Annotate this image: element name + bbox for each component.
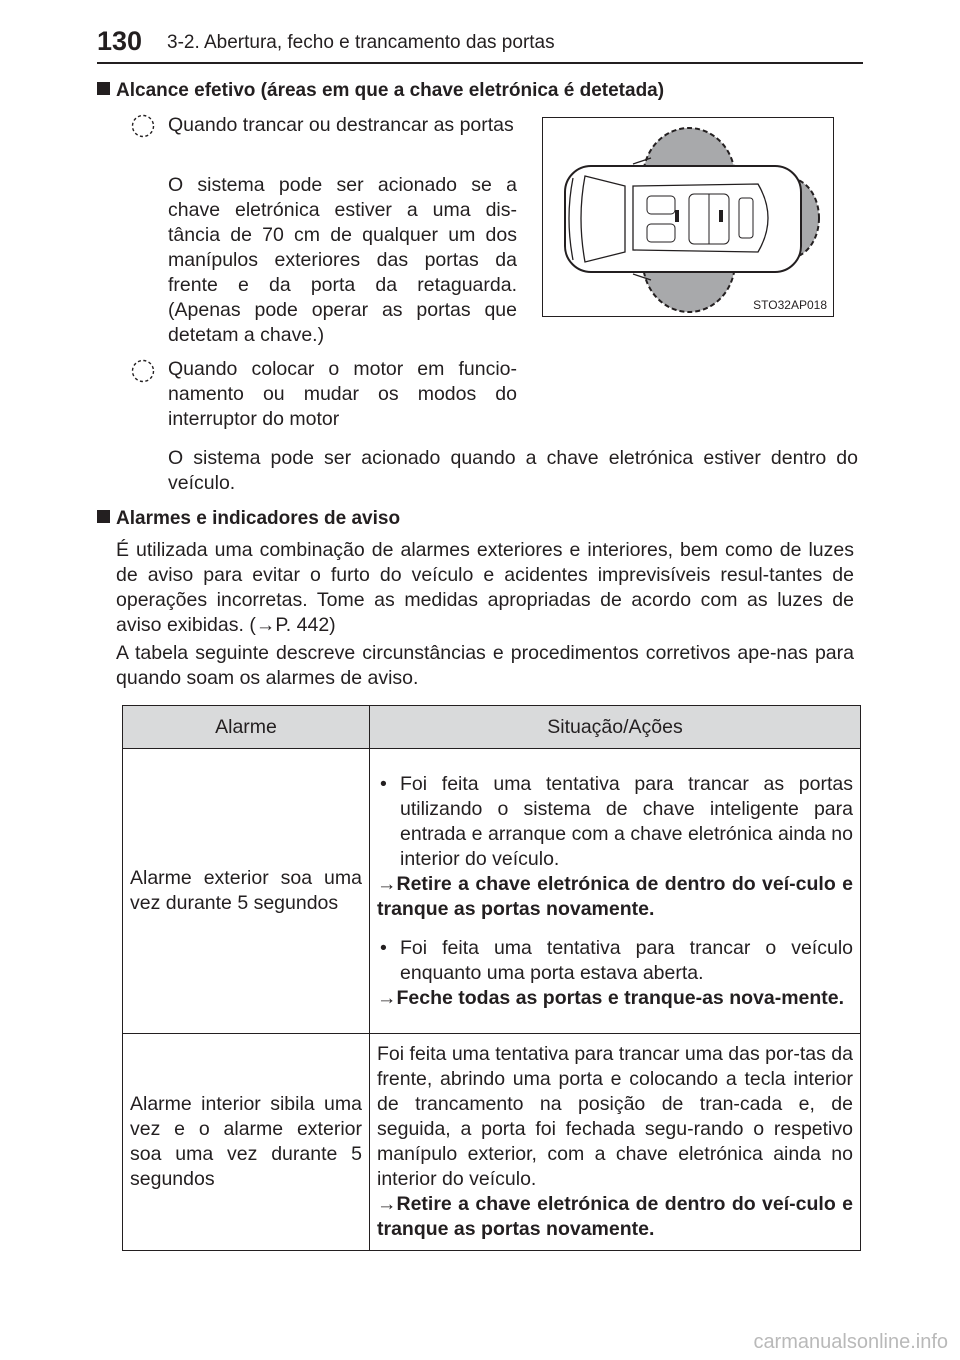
table-header-row	[123, 706, 861, 749]
situation-bullet: • Foi feita uma tentativa para trancar o veículo enquanto uma porta estava aberta.	[377, 936, 853, 986]
heading-square-icon	[97, 510, 110, 523]
action-text: Retire a chave eletrónica de dentro do veí-culo e tranque as portas novamente.	[377, 1193, 853, 1240]
situation-cell	[370, 1034, 861, 1251]
alarms-intro-paragraph: É utilizada uma combinação de alarmes exteriores e interiores, bem como de luzes de aviso para evitar o furto do veículo e acidentes imprevisíveis resul-tantes de operações incorretas. Tome as medidas apropriadas de acordo com as luzes de aviso exibidas. (→P. 442)	[116, 539, 854, 636]
situation-bullet: • Foi feita uma tentativa para trancar as portas utilizando o sistema de chave inteligente para entrada e arranque com a chave eletrónica ainda no interior do veículo.	[377, 772, 853, 872]
item-lock-unlock-title: Quando trancar ou destrancar as portas	[168, 114, 514, 136]
header-rule	[97, 62, 863, 64]
dashed-circle-icon	[131, 359, 155, 383]
alarm-cell: Alarme interior sibila uma vez e o alarme exterior soa uma vez durante 5 segundos	[123, 1034, 370, 1251]
item-engine-start-title: Quando colocar o motor em funcio-namento ou mudar os modos do interruptor do motor	[168, 358, 517, 430]
item-lock-unlock-body: O sistema pode ser acionado se a chave eletrónica estiver a uma dis-tância de 70 cm de qualquer um dos manípulos exteriores das portas da frente e da porta da retaguarda. (Apenas pode operar as portas que detetam a chave.)	[168, 174, 517, 346]
column-header-alarm: Alarme	[123, 706, 370, 749]
car-detection-illustration	[543, 118, 833, 316]
figure-id: STO32AP018	[753, 298, 827, 312]
action-text: Retire a chave eletrónica de dentro do veí-culo e tranque as portas novamente.	[377, 872, 853, 920]
corrective-action	[377, 1192, 853, 1242]
arrow-icon: →	[377, 872, 397, 895]
arrow-icon: →	[377, 986, 397, 1009]
column-header-situation: Situação/Ações	[370, 706, 861, 749]
arrow-icon: →	[377, 1193, 397, 1215]
situation-text: Foi feita uma tentativa para trancar uma das por-tas da frente, abrindo uma porta e colocando a tecla interior de trancamento na posição de tran-cada e, de seguida, a porta foi fechada segu-rando o respetivo manípulo exterior, com a chave eletrónica ainda no interior do veículo.	[377, 1043, 853, 1190]
corrective-action	[377, 872, 853, 922]
section-title: 3-2. Abertura, fecho e trancamento das portas	[167, 32, 555, 53]
heading-text: Alarmes e indicadores de aviso	[116, 508, 401, 529]
page-header	[97, 28, 863, 60]
corrective-action	[377, 986, 853, 1011]
dashed-circle-icon	[131, 114, 155, 138]
figure-detection-areas	[542, 117, 834, 317]
page-number: 130	[97, 26, 143, 56]
situation-cell	[370, 749, 861, 1034]
item-engine-start-body: O sistema pode ser acionado quando a chave eletrónica estiver dentro do veículo.	[168, 447, 858, 494]
heading-alarms	[97, 508, 400, 530]
heading-effective-range	[97, 80, 664, 102]
alarms-table-intro-paragraph: A tabela seguinte descreve circunstâncias e procedimentos corretivos ape-nas para quando soam os alarmes de aviso.	[116, 642, 854, 689]
table-row	[123, 1034, 861, 1251]
heading-text: Alcance efetivo (áreas em que a chave eletrónica é detetada)	[116, 80, 665, 101]
alarms-table	[122, 705, 861, 1251]
heading-square-icon	[97, 82, 110, 95]
table-row	[123, 749, 861, 1034]
action-text: Feche todas as portas e tranque-as nova-mente.	[396, 986, 845, 1009]
alarm-cell: Alarme exterior soa uma vez durante 5 segundos	[123, 749, 370, 1034]
watermark: carmanualsonline.info	[753, 1331, 948, 1353]
